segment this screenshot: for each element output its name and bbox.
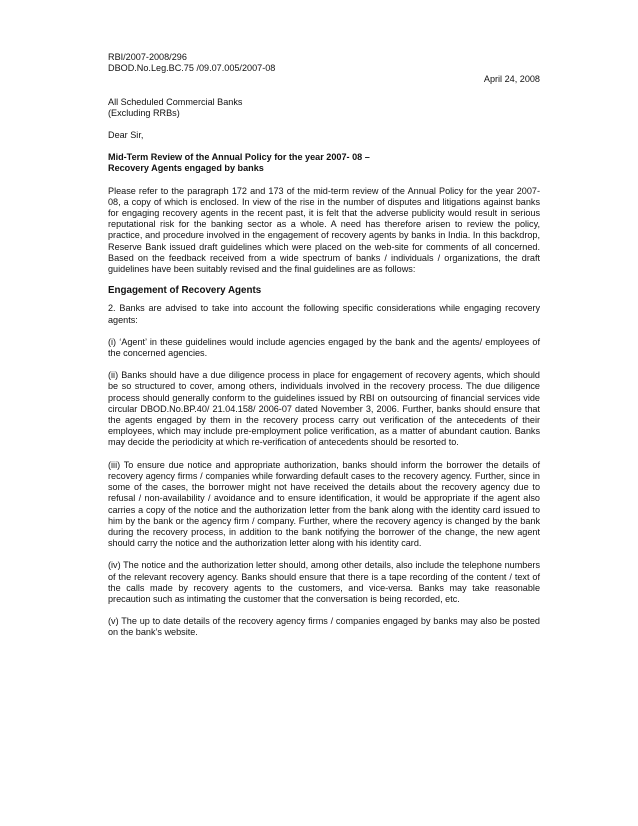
letter-date: April 24, 2008 [483, 74, 540, 85]
salutation: Dear Sir, [108, 130, 144, 141]
letter-header [108, 52, 540, 86]
item-iii: (iii) To ensure due notice and appropriate authorization, banks should inform the borrower the details of recovery agency firms / companies while forwarding default cases to the recovery agency. Further, since in some of the cases, the borrower might not have received the details about the recovery agency due to refusal / non-availability / avoidance and to ensure identification, it would be appropriate if the agent also carries a copy of the notice and the authorization letter from the bank along with the identity card issued to him by the bank or the agency firm / company. Further, where the recovery agency is changed by the bank during the recovery process, in addition to the bank notifying the borrower of the change, the new agent should carry the notice and the authorization letter along with his identity card. [108, 459, 540, 549]
circular-number: DBOD.No.Leg.BC.75 /09.07.005/2007-08 [108, 63, 276, 74]
item-ii: (ii) Banks should have a due diligence process in place for engagement of recovery agents, which should be so structured to cover, among others, individuals involved in the recovery process. The due diligence process should generally conform to the guidelines issued by RBI on outsourcing of financial services vide circular DBOD.No.BP.40/ 21.04.158/ 2006-07 dated November 3, 2006. Further, banks should ensure that the agents engaged by them in the recovery process carry out verification of the antecedents of their employees, which may include pre-employment police verification, as a matter of abundant caution. Banks may decide the periodicity at which re-verification of antecedents should be resorted to. [108, 370, 540, 448]
addressee-line: All Scheduled Commercial Banks [108, 96, 243, 107]
paragraph-2: 2. Banks are advised to take into account the following specific considerations while engaging recovery agents: [108, 303, 540, 325]
section-heading: Engagement of Recovery Agents [108, 285, 262, 297]
addressee-qualifier: (Excluding RRBs) [108, 107, 180, 118]
item-v: (v) The up to date details of the recovery agency firms / companies engaged by banks may also be posted on the bank’s website. [108, 616, 540, 638]
subject-line-2: Recovery Agents engaged by banks [108, 163, 264, 174]
addressee-block [108, 97, 540, 119]
reference-number: RBI/2007-2008/296 [108, 52, 187, 62]
subject-line-1: Mid-Term Review of the Annual Policy for the year 2007- 08 – [108, 152, 370, 163]
intro-paragraph: Please refer to the paragraph 172 and 173 of the mid-term review of the Annual Policy for the year 2007-08, a copy of which is enclosed. In view of the rise in the number of disputes and litigations against banks for engaging recovery agents in the recent past, it is felt that the adverse publicity would result in serious reputational risk for the banking sector as a whole. A need has therefore arisen to review the policy, practice, and procedure involved in the engagement of recovery agents by banks in India. In this backdrop, Reserve Bank issued draft guidelines which were placed on the web-site for comments of all concerned. Based on the feedback received from a wide spectrum of banks / individuals / organizations, the draft guidelines have been suitably revised and the final guidelines are as follows: [108, 185, 540, 275]
subject-line [108, 152, 540, 174]
item-iv: (iv) The notice and the authorization letter should, among other details, also include the telephone numbers of the relevant recovery agency. Banks should ensure that there is a tape recording of the content / text of the calls made by recovery agents to the customers, and vice-versa. Banks may take reasonable precaution such as intimating the customer that the conversation is being recorded, etc. [108, 560, 540, 604]
letter-page [108, 52, 540, 639]
item-i: (i) ‘Agent’ in these guidelines would include agencies engaged by the bank and the agents/ employees of the concerned agencies. [108, 336, 540, 359]
